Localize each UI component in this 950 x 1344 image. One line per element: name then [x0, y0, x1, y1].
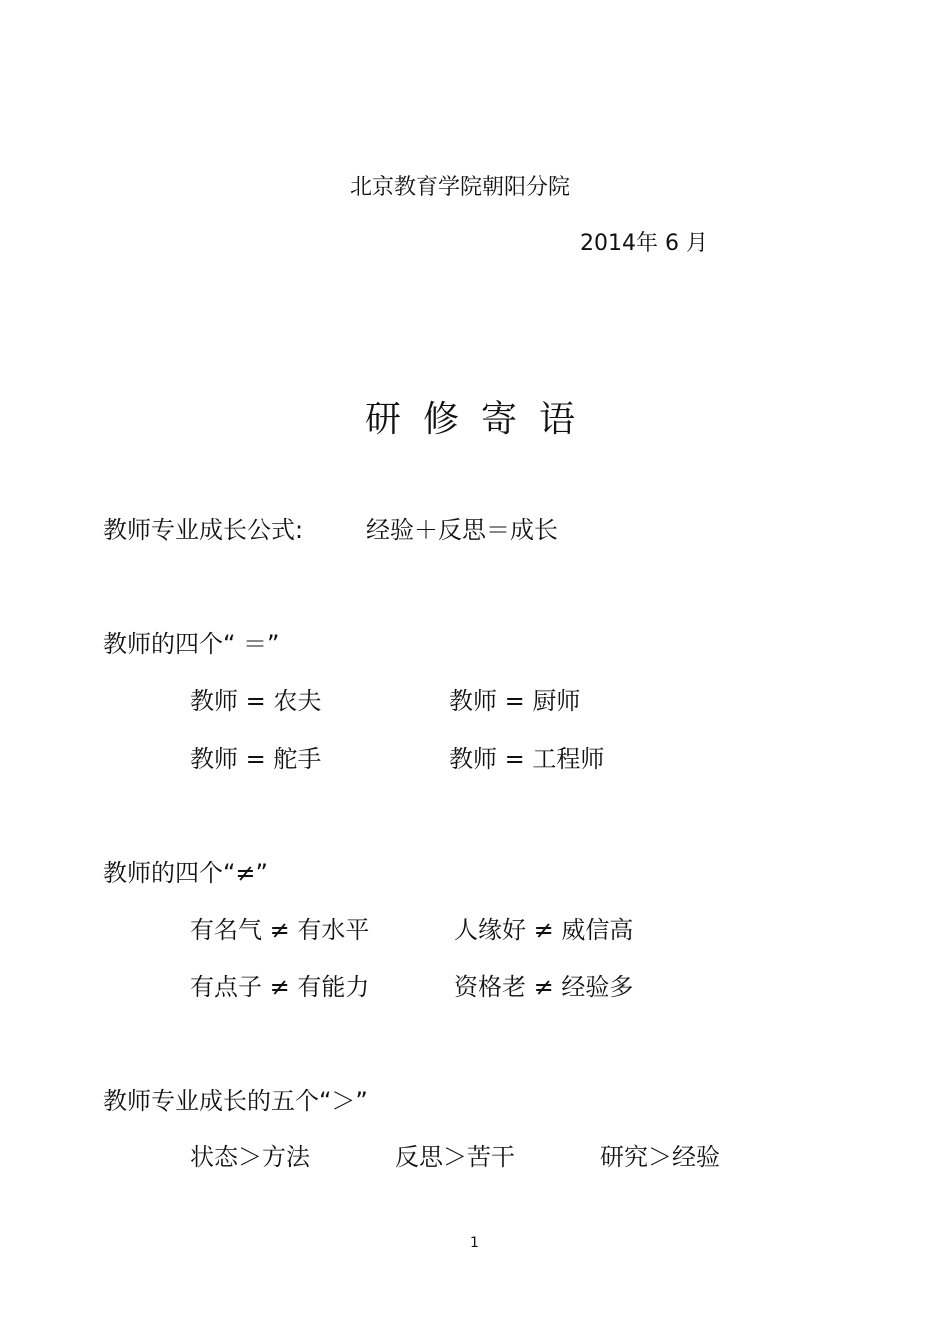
equals-heading: 教师的四个“ ＝”	[103, 630, 280, 658]
not-equals-item: 资格老 ≠ 经验多	[454, 973, 634, 1001]
page-title: 研修寄语	[365, 399, 598, 440]
equals-item: 教师 = 工程师	[449, 745, 605, 773]
not-equals-heading: 教师的四个“≠”	[103, 859, 268, 887]
greater-heading: 教师专业成长的五个“＞”	[103, 1087, 368, 1115]
organization-name: 北京教育学院朝阳分院	[350, 175, 571, 200]
not-equals-item: 有点子 ≠ 有能力	[190, 973, 370, 1001]
equals-item: 教师 = 农夫	[190, 687, 322, 715]
not-equals-item: 有名气 ≠ 有水平	[190, 916, 370, 944]
page-number: 1	[470, 1235, 479, 1251]
not-equals-item: 人缘好 ≠ 威信高	[454, 916, 634, 944]
greater-item: 反思＞苦干	[395, 1143, 515, 1171]
formula-label: 教师专业成长公式:	[103, 516, 304, 544]
equals-item: 教师 = 舵手	[190, 745, 322, 773]
greater-item: 状态＞方法	[190, 1143, 310, 1171]
formula-value: 经验＋反思＝成长	[366, 516, 558, 544]
document-date: 2014年 6 月	[580, 231, 708, 256]
greater-item: 研究＞经验	[600, 1143, 720, 1171]
equals-item: 教师 = 厨师	[449, 687, 581, 715]
